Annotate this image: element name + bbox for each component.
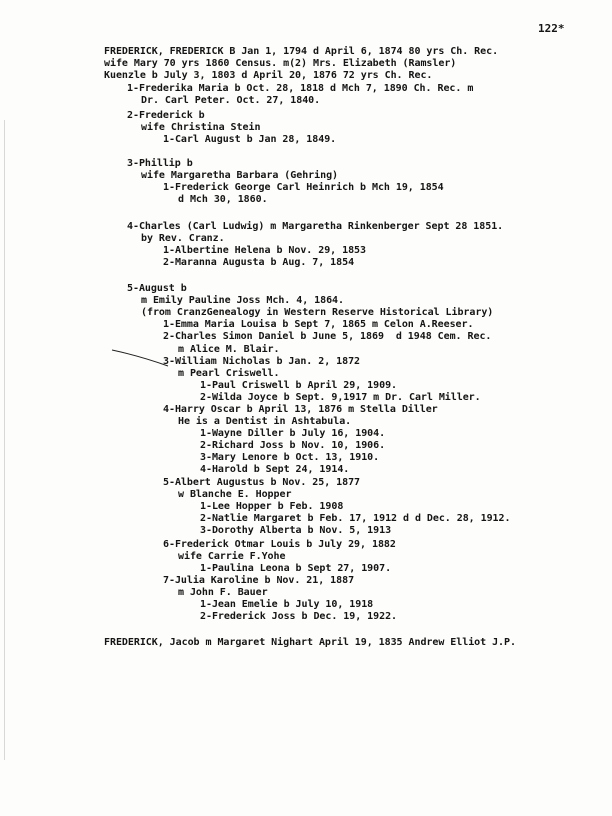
entry-line: 1-Lee Hopper b Feb. 1908: [200, 501, 344, 512]
entry-line: 2-Frederick Joss b Dec. 19, 1922.: [200, 611, 398, 622]
entry-line: wife Mary 70 yrs 1860 Census. m(2) Mrs. Elizabeth (Ramsler): [104, 58, 457, 69]
entry-line: 1-Frederika Maria b Oct. 28, 1818 d Mch 7, 1890 Ch. Rec. m: [127, 83, 474, 94]
entry-line: d Mch 30, 1860.: [178, 194, 268, 205]
entry-line: 3-Mary Lenore b Oct. 13, 1910.: [200, 452, 380, 463]
entry-line: m Emily Pauline Joss Mch. 4, 1864.: [141, 295, 344, 306]
entry-line: 1-Paul Criswell b April 29, 1909.: [200, 380, 398, 391]
entry-line: 1-Frederick George Carl Heinrich b Mch 19, 1854: [163, 182, 444, 193]
page-number: 122*: [538, 22, 565, 35]
entry-line: 2-Maranna Augusta b Aug. 7, 1854: [163, 257, 355, 268]
entry-line: 2-Frederick b: [127, 110, 205, 121]
entry-line: 3-Dorothy Alberta b Nov. 5, 1913: [200, 525, 392, 536]
entry-line: 3-William Nicholas b Jan. 2, 1872: [163, 356, 361, 367]
entry-line: 7-Julia Karoline b Nov. 21, 1887: [163, 575, 355, 586]
entry-line: 1-Wayne Diller b July 16, 1904.: [200, 428, 386, 439]
entry-line: 5-Albert Augustus b Nov. 25, 1877: [163, 477, 361, 488]
entry-line: wife Margaretha Barbara (Gehring): [141, 170, 339, 181]
entry-line: 1-Carl August b Jan 28, 1849.: [163, 134, 337, 145]
entry-line: m Alice M. Blair.: [178, 344, 280, 355]
entry-line: Kuenzle b July 3, 1803 d April 20, 1876 72 yrs Ch. Rec.: [104, 70, 433, 81]
entry-line: wife Carrie F.Yohe: [178, 551, 286, 562]
entry-line: He is a Dentist in Ashtabula.: [178, 416, 352, 427]
entry-line: Dr. Carl Peter. Oct. 27, 1840.: [141, 95, 321, 106]
entry-line: m Pearl Criswell.: [178, 368, 280, 379]
entry-line: 1-Jean Emelie b July 10, 1918: [200, 599, 374, 610]
entry-line: m John F. Bauer: [178, 587, 268, 598]
entry-line: 5-August b: [127, 283, 187, 294]
entry-line: 4-Harry Oscar b April 13, 1876 m Stella Diller: [163, 404, 438, 415]
entry-line: 1-Paulina Leona b Sept 27, 1907.: [200, 563, 392, 574]
entry-line: 2-Charles Simon Daniel b June 5, 1869 d 1948 Cem. Rec.: [163, 331, 492, 342]
entry-line: 1-Albertine Helena b Nov. 29, 1853: [163, 245, 366, 256]
entry-line: 3-Phillip b: [127, 158, 193, 169]
entry-line: (from CranzGenealogy in Western Reserve Historical Library): [141, 307, 494, 318]
entry-line: w Blanche E. Hopper: [178, 489, 292, 500]
entry-line: FREDERICK, FREDERICK B Jan 1, 1794 d April 6, 1874 80 yrs Ch. Rec.: [104, 46, 499, 57]
entry-line: 2-Richard Joss b Nov. 10, 1906.: [200, 440, 386, 451]
entry-line: wife Christina Stein: [141, 122, 261, 133]
entry-line: 2-Wilda Joyce b Sept. 9,1917 m Dr. Carl Miller.: [200, 392, 481, 403]
entry-line: 6-Frederick Otmar Louis b July 29, 1882: [163, 539, 396, 550]
entry-line: 2-Natlie Margaret b Feb. 17, 1912 d d Dec. 28, 1912.: [200, 513, 511, 524]
entry-line: by Rev. Cranz.: [141, 233, 225, 244]
entry-line: FREDERICK, Jacob m Margaret Nighart April 19, 1835 Andrew Elliot J.P.: [104, 637, 516, 648]
entry-line: 1-Emma Maria Louisa b Sept 7, 1865 m Celon A.Reeser.: [163, 319, 474, 330]
entry-line: 4-Harold b Sept 24, 1914.: [200, 464, 350, 475]
entry-line: 4-Charles (Carl Ludwig) m Margaretha Rinkenberger Sept 28 1851.: [127, 221, 504, 232]
